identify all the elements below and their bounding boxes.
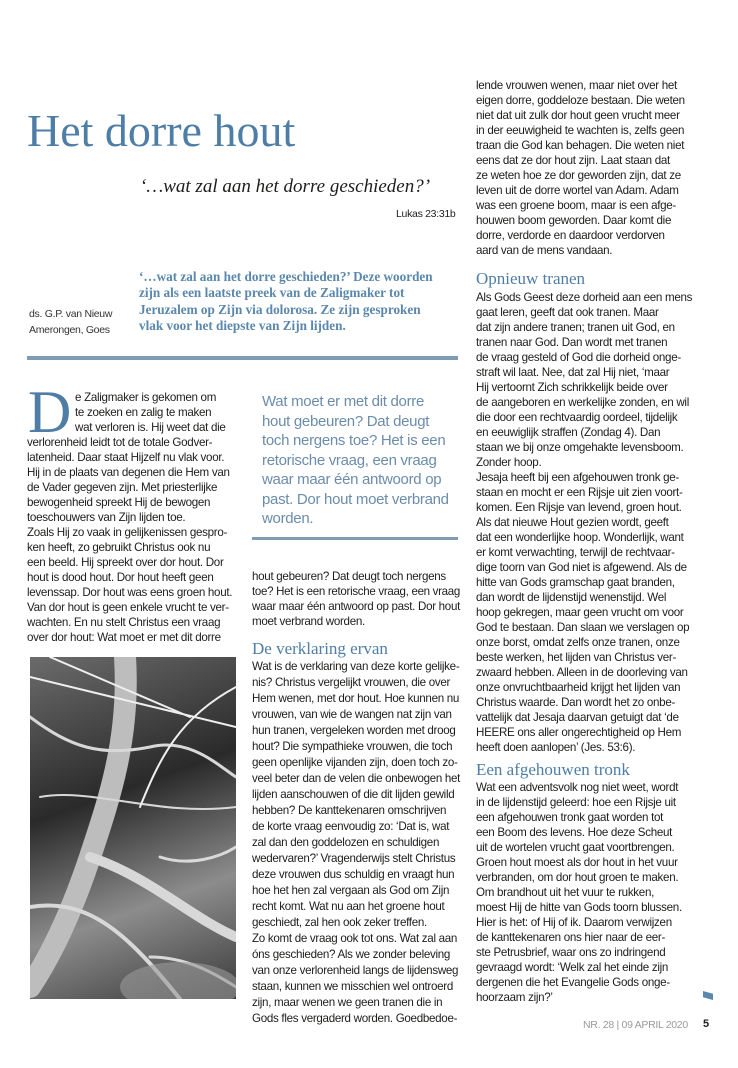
text-line: worden. (262, 510, 314, 527)
text-line: verlorenheid leidt tot de totale Godver- (27, 436, 213, 449)
text-line: de aangeboren en werkelijke zonden, en wil (476, 396, 689, 409)
text-line: zwaard hebben. Alleen in de doorleving van (476, 666, 688, 679)
text-line: dergenen die het Evangelie Gods onge- (476, 976, 670, 989)
column1-body (27, 435, 232, 645)
text-line: dige toorn van God niet is afgewend. Als de (476, 561, 687, 574)
text-line: geschiedt, zal hen ook zeker treffen. (252, 916, 427, 929)
column2-top (252, 569, 461, 629)
text-line: geen openlijke vijanden zijn, doen toch zo- (252, 756, 458, 769)
text-line: vattelijk dat Jesaja daarvan getuigt dat ‘de (476, 711, 679, 724)
text-line: waar maar één antwoord op past. Dor hout (252, 600, 461, 613)
text-line: te zoeken en zalig te maken (75, 406, 212, 419)
text-line: recht komt. Wat nu aan het groene hout (252, 900, 445, 913)
text-line: dan wordt de lijdenstijd wenenstijd. Wel (476, 591, 667, 604)
text-line: staan, kunnen we misschien wel ontroerd (252, 980, 453, 993)
text-line: de Vader gegeven zijn. Met priesterlijke (27, 481, 218, 494)
text-line: hout gebeuren? Dat deugt toch nergens (252, 570, 446, 583)
text-line: hoop gekregen, maar geen vrucht om voor (476, 606, 684, 619)
text-line: moet verbrand worden. (252, 615, 365, 628)
text-line: was een groene boom, maar is een afge- (476, 199, 676, 212)
text-line: bewogenheid spreekt Hij de bewogen (27, 496, 211, 509)
text-line: aard van de mens vandaan. (476, 244, 613, 257)
text-line: zijn, maar wenen we geen tranen die in (252, 996, 443, 1009)
text-line: ze weten hoe ze dor geworden zijn, dat ze (476, 169, 681, 182)
text-line: lijden aanschouwen of die dit lijden gewild (252, 788, 455, 801)
text-line: deze vrouwen dus schuldig en vraagt hun (252, 868, 455, 881)
text-line: onze onvruchtbaarheid krijgt het lijden van (476, 681, 681, 694)
dry-wood-photo (30, 657, 236, 999)
text-line: óns geschieden? Als we zonder beleving (252, 948, 451, 961)
section-heading: Een afgehouwen tronk (476, 760, 630, 779)
text-line: dat een wonderlijke hoop. Wonderlijk, want (476, 531, 684, 544)
author-line: Amerongen, Goes (29, 324, 110, 336)
text-line: Als Gods Geest deze dorheid aan een mens (476, 291, 693, 304)
text-line: Groen hout moest als dor hout in het vuur (476, 856, 678, 869)
text-line: Zoals Hij zo vaak in gelijkenissen gespro- (27, 526, 228, 539)
article-title: Het dorre hout (27, 105, 296, 156)
pull-quote-divider (252, 537, 458, 540)
text-line: Van dor hout is geen enkele vrucht te ver- (27, 601, 229, 614)
text-line: toeschouwers van Zijn lijden toe. (27, 511, 186, 524)
text-line: zijn als een laatste preek van de Zaligmaker tot (139, 285, 405, 301)
text-line: ‘…wat zal aan het dorre geschieden?’ Deze woorden (139, 269, 433, 284)
text-line: lende vrouwen wenen, maar niet over het (476, 79, 677, 92)
text-line: beste werken, het lijden van Christus ver- (476, 651, 677, 664)
text-line: in de lijdenstijd geleerd: hoe een Rijsje uit (476, 796, 676, 809)
text-line: hun tranen, vergeleken worden met droog (252, 724, 456, 737)
text-line: past. Dor hout moet verbrand (262, 490, 449, 508)
text-line: Wat moet er met dit dorre (262, 393, 424, 410)
text-line: de korte vraag eenvoudig zo: ‘Dat is, wat (252, 820, 450, 833)
text-line: latenheid. Daar staat Hijzelf nu vlak voor. (27, 451, 225, 464)
text-line: wachten. En nu stelt Christus een vraag (27, 616, 221, 629)
text-line: hout? Die sympathieke vrouwen, die toch (252, 740, 453, 753)
text-line: er komt verwachting, terwijl de rechtvaar- (476, 546, 675, 559)
text-line: wat verloren is. Hij weet dat die (75, 421, 226, 434)
drop-cap: D (28, 379, 72, 445)
issue-info: NR. 28 | 09 APRIL 2020 (583, 1019, 688, 1031)
text-line: gaat leren, geeft dat ook tranen. Maar (476, 306, 659, 319)
text-line: ste Petrusbrief, waar ons zo indringend (476, 946, 666, 959)
text-line: eens dat ze dor hout zijn. Laat staan dat (476, 154, 670, 167)
text-line: Wat een adventsvolk nog niet weet, wordt (476, 781, 679, 794)
author (29, 306, 112, 338)
text-line: Hier is het: of Hij of ik. Daarom verwijzen (476, 916, 672, 929)
section-heading: Opnieuw tranen (476, 269, 586, 288)
text-line: e Zaligmaker is gekomen om (75, 391, 217, 404)
text-line: uit de wortelen vrucht gaat voortbrengen. (476, 841, 675, 854)
text-line: God te bestaan. Dan slaan we verslagen op (476, 621, 690, 634)
text-line: ken heeft, zo gebruikt Christus ook nu (27, 541, 211, 554)
text-line: Zonder hoop. (476, 456, 542, 469)
section-heading: De verklaring ervan (252, 639, 388, 658)
text-line: zal dan den goddelozen en schuldigen (252, 836, 440, 849)
text-line: toch nergens toe? Het is een (262, 432, 446, 449)
text-line: Hem wenen, met dor hout. Hoe kunnen nu (252, 692, 460, 705)
text-line: levenssap. Dor hout was eens groen hout. (27, 586, 233, 599)
text-line: houwen boom geworden. Daar komt die (476, 214, 672, 227)
text-line: Wat is de verklaring van deze korte gelijke- (252, 660, 460, 673)
text-line: de kanttekenaren ons hier naar de eer- (476, 931, 666, 944)
text-line: waar maar één antwoord op (262, 471, 442, 488)
author-line: ds. G.P. van Nieuw (29, 308, 113, 320)
text-line: niet dat uit zulk dor hout geen vrucht meer (476, 109, 680, 122)
text-line: Als dat nieuwe Hout gezien wordt, geeft (476, 516, 669, 529)
bible-quote: ‘…wat zal aan het dorre geschieden?’ (140, 176, 431, 197)
pull-quote (262, 392, 449, 529)
text-line: traan die God kan behagen. Die weten niet (476, 139, 685, 152)
text-line: dorre, verdorde en daardoor verdorven (476, 229, 665, 242)
text-line: staan we bij onze omgehakte levensboom. (476, 441, 684, 454)
text-line: hitte van Gods gramschap gaat branden, (476, 576, 675, 589)
text-line: heeft doen aanlopen’ (Jes. 53:6). (476, 741, 636, 754)
text-line: Om brandhout uit het vuur te rukken, (476, 886, 655, 899)
text-line: van onze verlorenheid langs de lijdensweg (252, 964, 459, 977)
text-line: tranen naar God. Dan wordt met tranen (476, 336, 668, 349)
text-line: Christus waarde. Dan wordt het zo onbe- (476, 696, 676, 709)
text-line: Hij in de plaats van degenen die Hem van (27, 466, 230, 479)
text-line: hoe het hen zal vergaan als God om Zijn (252, 884, 450, 897)
text-line: hout gebeuren? Dat deugt (262, 412, 430, 430)
text-line: verbranden, om dor hout groen te maken. (476, 871, 679, 884)
bible-reference: Lukas 23:31b (396, 208, 456, 220)
text-line: hoorzaam zijn?’ (476, 991, 553, 1004)
text-line: leven uit de dorre wortel van Adam. Adam (476, 184, 679, 197)
text-line: vrouwen, van wie de wangen nat zijn van (252, 708, 452, 721)
intro-paragraph (139, 269, 433, 334)
column1-intro (75, 390, 226, 435)
text-line: en eeuwiglijk straffen (Zondag 4). Dan (476, 426, 661, 439)
page-number: 5 (703, 1018, 710, 1030)
text-line: hout is dood hout. Dor hout heeft geen (27, 571, 214, 584)
text-line: Hij vertoornt Zich schrikkelijk beide over (476, 381, 668, 394)
text-line: Jeruzalem op Zijn via dolorosa. Ze zijn gesproken (139, 301, 421, 317)
text-line: HEERE ons aller ongerechtigheid op Hem (476, 726, 682, 739)
text-line: een afgehouwen tronk gaat worden tot (476, 811, 664, 824)
text-line: Gods fles vergaderd worden. Goedbedoe- (252, 1012, 458, 1025)
text-line: die door een rechtvaardig oordeel, tijdelijk (476, 411, 678, 424)
text-line: staan en mocht er een Rijsje uit zien voort- (476, 486, 683, 499)
text-line: Jesaja heeft bij een afgehouwen tronk ge- (476, 471, 679, 484)
text-line: komen. Een Rijsje van levend, groen hout. (476, 501, 682, 514)
header-divider (27, 356, 458, 360)
text-line: dat zijn andere tranen; tranen uit God, en (476, 321, 675, 334)
column2-body (252, 659, 461, 1027)
text-line: vlak voor het diepste van Zijn lijden. (139, 317, 346, 333)
text-line: moest Hij de hitte van Gods toorn blussen. (476, 901, 682, 914)
text-line: wedervaren?’ Vragenderwijs stelt Christus (252, 852, 456, 865)
text-line: een beeld. Hij spreekt over dor hout. Dor (27, 556, 224, 569)
column3-bottom (476, 780, 682, 1005)
text-line: gevraagd wordt: ‘Welk zal het einde zijn (476, 961, 669, 974)
text-line: hebben? De kanttekenaren omschrijven (252, 804, 447, 817)
text-line: retorische vraag, een vraag (262, 451, 437, 469)
text-line: over dor hout: Wat moet er met dit dorre (27, 631, 221, 644)
text-line: een Boom des levens. Hoe deze Scheut (476, 826, 673, 839)
text-line: de vraag gesteld of God die dorheid onge- (476, 351, 681, 364)
text-line: eigen dorre, goddeloze bestaan. Die weten (476, 94, 685, 107)
text-line: in der eeuwigheid te wachten is, zelfs geen (476, 124, 685, 137)
text-line: toe? Het is een retorische vraag, een vraag (252, 585, 461, 598)
column3-middle (476, 290, 692, 755)
text-line: onze borst, omdat zelfs onze tranen, onze (476, 636, 680, 649)
end-mark-icon (703, 991, 713, 1000)
text-line: straft wil laat. Nee, dat zal Hij niet, ‘maar (476, 366, 670, 379)
text-line: veel beter dan de velen die onbewogen het (252, 772, 461, 785)
text-line: nis? Christus vergelijkt vrouwen, die over (252, 676, 451, 689)
tree-roots-image (30, 657, 236, 999)
column3-top (476, 78, 685, 258)
text-line: Zo komt de vraag ook tot ons. Wat zal aan (252, 932, 458, 945)
